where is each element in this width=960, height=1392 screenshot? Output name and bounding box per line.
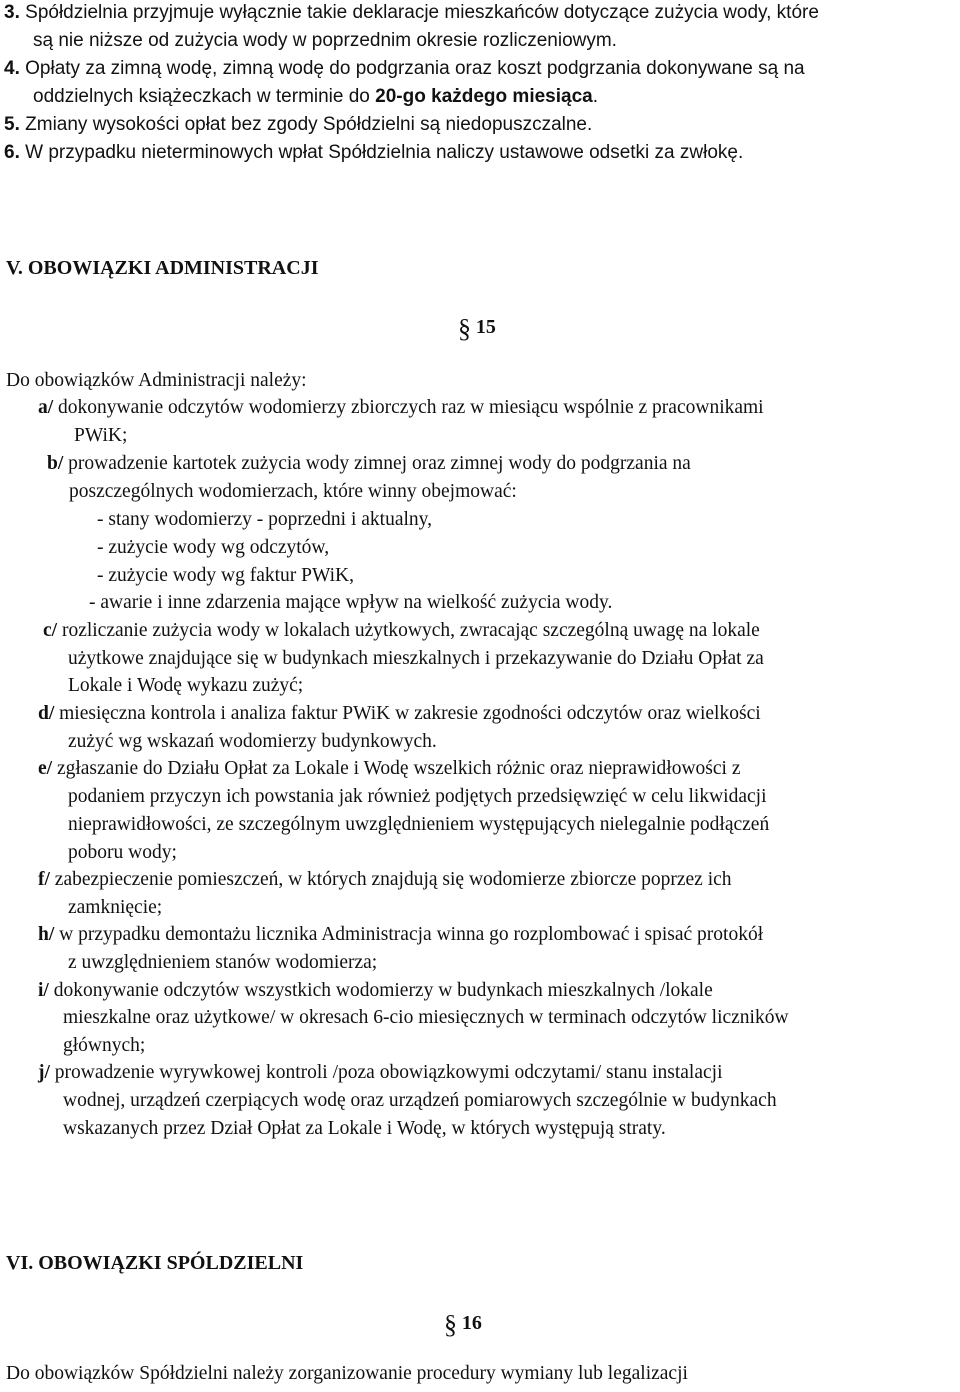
duty-i-line-3: głównych; <box>63 1035 146 1056</box>
duty-e-line-4: poboru wody; <box>68 842 177 863</box>
duty-d-label: d/ <box>38 703 55 724</box>
duty-j-line-3: wskazanych przez Dział Opłat za Lokale i Wodę, w których występują straty. <box>63 1118 666 1139</box>
duty-e-line-3: nieprawidłowości, ze szczególnym uwzględnieniem występujących nielegalnie podłączeń <box>68 814 770 835</box>
section-vi-heading: VI. OBOWIĄZKI SPÓLDZIELNI <box>6 1252 304 1274</box>
item-6-text: W przypadku nieterminowych wpłat Spółdzielnia naliczy ustawowe odsetki za zwłokę. <box>25 142 744 163</box>
duty-b-sub-3: - zużycie wody wg faktur PWiK, <box>97 565 354 586</box>
duty-f-line-2: zamknięcie; <box>68 897 163 918</box>
duty-f-line-1: f/ zabezpieczenie pomieszczeń, w których znajdują się wodomierze zbiorcze poprzez ich <box>38 869 732 890</box>
item-4-line-1 <box>4 59 805 78</box>
duty-b-sub-4: - awarie i inne zdarzenia mające wpływ na wielkość zużycia wody. <box>89 592 613 613</box>
item-3-line-1 <box>4 3 819 22</box>
duty-j-label: j/ <box>38 1062 50 1083</box>
duty-j-line-1: j/ prowadzenie wyrywkowej kontroli /poza obowiązkowymi odczytami/ stanu instalacji <box>38 1062 723 1083</box>
paragraph-number-15: 15 <box>475 316 496 338</box>
duty-i-line-2: mieszkalne oraz użytkowe/ w okresach 6-cio miesięcznych w terminach odczytów liczników <box>63 1007 789 1028</box>
duty-c-label: c/ <box>43 620 58 641</box>
duty-b-label: b/ <box>47 453 64 474</box>
duty-c-line-3: Lokale i Wodę wykazu zużyć; <box>68 675 304 696</box>
item-3-text: Spółdzielnia przyjmuje wyłącznie takie deklaracje mieszkańców dotyczące zużycia wody, które <box>25 2 819 23</box>
duty-b-sub-2: - zużycie wody wg odczytów, <box>97 537 330 558</box>
duty-h-line-2: z uwzględnieniem stanów wodomierza; <box>68 952 378 973</box>
section-sign: § <box>458 314 471 343</box>
duty-c-line-1: c/ rozliczanie zużycia wody w lokalach użytkowych, zwracając szczególną uwagę na lokale <box>43 620 760 641</box>
section-vi-intro: Do obowiązków Spółdzielni należy zorganizowanie procedury wymiany lub legalizacji <box>6 1363 688 1384</box>
section-v-heading: V. OBOWIĄZKI ADMINISTRACJI <box>6 257 319 279</box>
paragraph-15-marker <box>458 312 496 343</box>
duty-j-line-2: wodnej, urządzeń czerpiących wodę oraz urządzeń pomiarowych szczególnie w budynkach <box>63 1090 777 1111</box>
duty-b-sub-1: - stany wodomierzy - poprzedni i aktualny, <box>97 509 433 530</box>
duty-e-line-2: podaniem przyczyn ich powstania jak również podjętych przedsięwzięć w celu likwidacji <box>68 786 767 807</box>
section-sign: § <box>444 1310 457 1339</box>
paragraph-number-16: 16 <box>461 1312 482 1334</box>
item-5-number: 5. <box>4 114 20 135</box>
duty-e-label: e/ <box>38 758 53 779</box>
duty-a-line-2: PWiK; <box>74 425 128 446</box>
duty-a-label: a/ <box>38 397 54 418</box>
item-5-text: Zmiany wysokości opłat bez zgody Spółdzielni są niedopuszczalne. <box>25 114 593 135</box>
item-5 <box>4 115 592 134</box>
duty-h-label: h/ <box>38 924 55 945</box>
duty-b-line-2: poszczególnych wodomierzach, które winny obejmować: <box>69 481 517 502</box>
section-v-intro: Do obowiązków Administracji należy: <box>6 370 307 391</box>
item-6 <box>4 143 743 162</box>
item-4-number: 4. <box>4 58 20 79</box>
item-3-line-2: są nie niższe od zużycia wody w poprzednim okresie rozliczeniowym. <box>33 30 617 51</box>
payment-deadline: 20-go każdego miesiąca <box>375 86 593 107</box>
item-4-line-2: oddzielnych książeczkach w terminie do 20-go każdego miesiąca. <box>33 86 598 107</box>
duty-b-line-1: b/ prowadzenie kartotek zużycia wody zimnej oraz zimnej wody do podgrzania na <box>47 453 691 474</box>
item-6-number: 6. <box>4 142 20 163</box>
duty-f-label: f/ <box>38 869 50 890</box>
paragraph-16-marker <box>444 1308 482 1339</box>
duty-h-line-1: h/ w przypadku demontażu licznika Administracja winna go rozplombować i spisać protokół <box>38 924 764 945</box>
duty-d-line-1: d/ miesięczna kontrola i analiza faktur PWiK w zakresie zgodności odczytów oraz wielkości <box>38 703 761 724</box>
item-4-text: Opłaty za zimną wodę, zimną wodę do podgrzania oraz koszt podgrzania dokonywane są na <box>25 58 805 79</box>
duty-i-line-1: i/ dokonywanie odczytów wszystkich wodomierzy w budynkach mieszkalnych /lokale <box>38 980 713 1001</box>
duty-c-line-2: użytkowe znajdujące się w budynkach mieszkalnych i przekazywanie do Działu Opłat za <box>68 648 764 669</box>
item-3-number: 3. <box>4 2 20 23</box>
duty-d-line-2: zużyć wg wskazań wodomierzy budynkowych. <box>68 731 437 752</box>
duty-a-line-1: a/ dokonywanie odczytów wodomierzy zbiorczych raz w miesiącu wspólnie z pracownikami <box>38 397 764 418</box>
duty-e-line-1: e/ zgłaszanie do Działu Opłat za Lokale i Wodę wszelkich różnic oraz nieprawidłowości z <box>38 758 741 779</box>
duty-i-label: i/ <box>38 980 49 1001</box>
